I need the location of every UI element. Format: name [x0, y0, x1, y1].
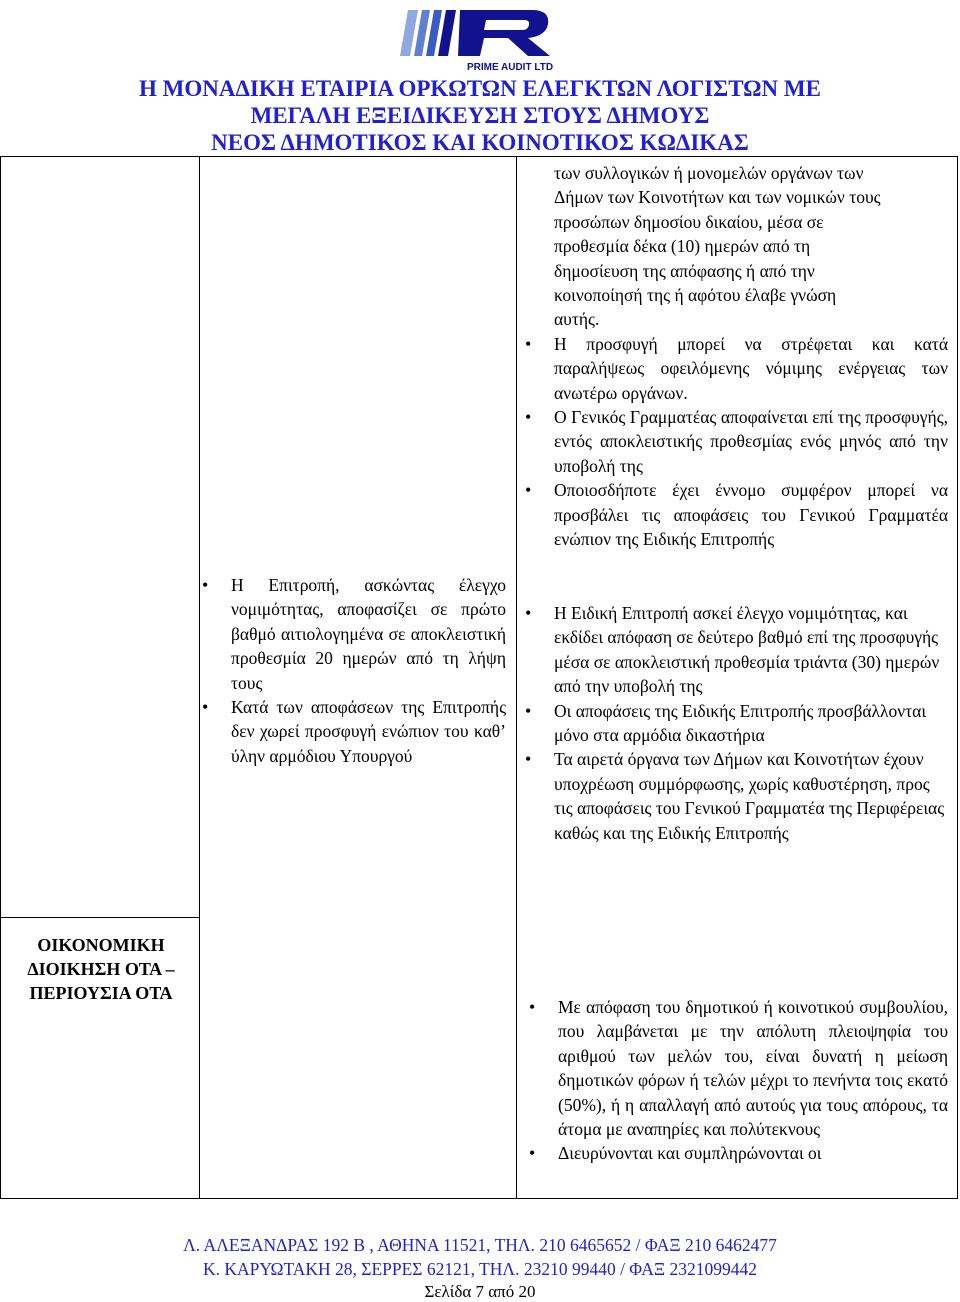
text-line: Δήμων των Κοινοτήτων και των νομικών τους — [554, 187, 881, 208]
list-item: • Κατά των αποφάσεων της Επιτροπής δεν χωρεί προσφυγή ενώπιον του καθ’ ύλην αρμόδιου Υπουργού — [231, 695, 506, 768]
logo-text: PRIME AUDIT LTD — [466, 62, 554, 73]
text-line: αυτής. — [554, 309, 600, 330]
cell-row2-middle — [231, 573, 506, 768]
section-title: ΟΙΚΟΝΟΜΙΚΗ ΔΙΟΙΚΗΣΗ ΟΤΑ – ΠΕΡΙΟΥΣΙΑ ΟΤΑ — [27, 935, 175, 1003]
list-item: • Οποιοσδήποτε έχει έννομο συμφέρον μπορεί να προσβάλει τις αποφάσεις του Γενικού Γραμματέα ενώπιον της Ειδικής Επιτροπής — [554, 478, 948, 551]
text-line: προσώπων δημοσίου δικαίου, μέσα σε — [554, 211, 824, 232]
logo-letter-r — [458, 10, 550, 56]
logo-stripes — [400, 10, 456, 56]
list-item: • Η Ειδική Επιτροπή ασκεί έλεγχο νομιμότητας, και εκδίδει απόφαση σε δεύτερο βαθμό επί της προσφυγής μέσα σε αποκλειστική προθεσμία τριάντα (30) ημερών από την υποβολή της — [554, 601, 950, 699]
text-line: δημοσίευση της απόφασης ή από την — [554, 260, 815, 281]
list-item: • Η Επιτροπή, ασκώντας έλεγχο νομιμότητας, αποφασίζει σε πρώτο βαθμό αιτιολογημένα σε αποκλειστική προθεσμία 20 ημερών από τη λήψη τους — [231, 573, 506, 695]
list-item: • Διευρύνονται και συμπληρώνονται οι — [558, 1141, 948, 1165]
text-line: των συλλογικών ή μονομελών οργάνων των — [554, 163, 864, 183]
list-item: • Η προσφυγή μπορεί να στρέφεται και κατά παραλήψεως οφειλόμενης νόμιμης ενέργειας των ανωτέρω οργάνων. — [554, 332, 948, 405]
text-line: κοινοποίησή της ή αφότου έλαβε γνώση — [554, 285, 837, 306]
column-divider-2 — [516, 157, 517, 1198]
prime-audit-logo — [400, 6, 560, 76]
header-line-2: ΜΕΓΑΛΗ ΕΞΕΙΔΙΚΕΥΣΗ ΣΤΟΥΣ ΔΗΜΟΥΣ — [250, 103, 710, 128]
cell-row1-right — [554, 161, 948, 552]
list-item: • Με απόφαση του δημοτικού ή κοινοτικού συμβουλίου, που λαμβάνεται με την απόλυτη πλειοψηφία του αριθμού των μελών του, είναι δυνατή η μείωση δημοτικών φόρων ή τελών μέχρι το πενήντα τοις εκατό (50%), ή η απαλλαγή από αυτούς για τους απόρους, τα άτομα με αναπηρίες και πολύτεκνους — [558, 995, 948, 1141]
cell-row2-right — [554, 601, 950, 845]
column-divider-1 — [199, 157, 200, 1198]
header-line-1: Η ΜΟΝΑΔΙΚΗ ΕΤΑΙΡΙΑ ΟΡΚΩΤΩΝ ΕΛΕΓΚΤΩΝ ΛΟΓΙΣΤΩΝ ΜΕ — [139, 76, 821, 101]
text-line: προθεσμία δέκα (10) ημερών από τη — [554, 236, 811, 257]
list-item: • Οι αποφάσεις της Ειδικής Επιτροπής προσβάλλονται μόνο στα αρμόδια δικαστήρια — [554, 699, 950, 748]
list-item: • Ο Γενικός Γραμματέας αποφαίνεται επί της προσφυγής, εντός αποκλειστικής προθεσμίας ενός μηνός από την υποβολή της — [554, 405, 948, 478]
cell-row3-right — [558, 995, 948, 1166]
header-line-3: ΝΕΟΣ ΔΗΜΟΤΙΚΟΣ ΚΑΙ ΚΟΙΝΟΤΙΚΟΣ ΚΩΔΙΚΑΣ — [211, 130, 749, 155]
footer-address-serres: Κ. ΚΑΡΥΩΤΑΚΗ 28, ΣΕΡΡΕΣ 62121, ΤΗΛ. 23210 99440 / ΦΑΞ 2321099442 — [202, 1259, 758, 1279]
page-number: Σελίδα 7 από 20 — [424, 1282, 536, 1301]
row-divider-left — [1, 917, 199, 918]
content-table — [0, 156, 958, 1199]
continuation-text — [554, 161, 948, 332]
list-item: • Τα αιρετά όργανα των Δήμων και Κοινοτήτων έχουν υποχρέωση συμμόρφωσης, χωρίς καθυστέρηση, προς τις αποφάσεις του Γενικού Γραμματέα της Περιφέρειας καθώς και της Ειδικής Επιτροπής — [554, 747, 950, 845]
footer-address-athens: Λ. ΑΛΕΞΑΝΔΡΑΣ 192 Β , ΑΘΗΝΑ 11521, ΤΗΛ. 210 6465652 / ΦΑΞ 210 6462477 — [183, 1235, 777, 1255]
